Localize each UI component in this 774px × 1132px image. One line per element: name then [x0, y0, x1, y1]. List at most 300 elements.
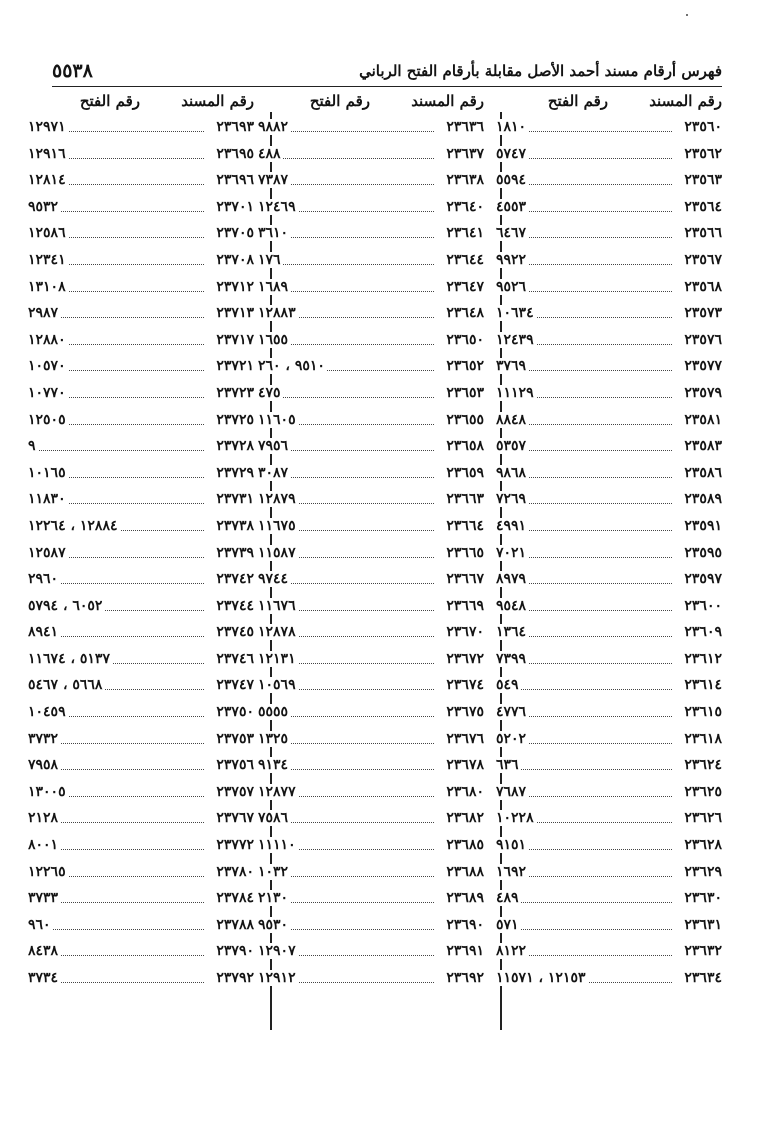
fath-number: ١٢٨٧٩ — [258, 491, 296, 508]
musnad-number: ٢٣٧٧٢ — [216, 837, 254, 854]
fath-number: ٧٠٢١ — [496, 544, 527, 561]
musnad-number: ٢٣٦٧٥ — [446, 704, 484, 721]
musnad-number: ٢٣٦٢٥ — [684, 783, 722, 800]
musnad-number: ٢٣٦٨٥ — [446, 837, 484, 854]
musnad-number: ٢٣٦١٨ — [684, 730, 722, 747]
fath-number: ١٢٩٧١ — [28, 119, 66, 135]
index-row — [28, 355, 254, 382]
fath-number: ١٧٦ — [258, 251, 281, 268]
fath-number: ٥٤٩ — [496, 677, 519, 694]
index-row — [496, 488, 722, 515]
index-row — [258, 834, 484, 861]
fath-number: ٣٧٣٢ — [28, 730, 59, 747]
musnad-number: ٢٣٦٢٦ — [684, 810, 722, 827]
index-column-left — [28, 116, 254, 994]
fath-number: ٩١٣٤ — [258, 757, 289, 774]
fath-number: ٢٩٨٧ — [28, 305, 59, 322]
musnad-number: ٢٣٧٦٧ — [216, 810, 254, 827]
index-row — [258, 807, 484, 834]
musnad-number: ٢٣٧٤٦ — [216, 650, 254, 667]
index-row — [496, 542, 722, 569]
musnad-number: ٢٣٥٨٦ — [684, 464, 722, 481]
musnad-number: ٢٣٦١٤ — [684, 677, 722, 694]
index-row — [496, 169, 722, 196]
index-row — [258, 728, 484, 755]
index-row — [28, 807, 254, 834]
fath-number: ٦٤٦٧ — [496, 225, 527, 242]
musnad-number: ٢٣٦٧٢ — [446, 650, 484, 667]
header-title: فهرس أرقام مسند أحمد الأصل مقابلة بأرقام الفتح الرباني — [359, 62, 722, 80]
fath-number: ٧٣٩٩ — [496, 650, 527, 667]
fath-number: ٣٧٦٩ — [496, 358, 527, 375]
leader-dots — [496, 887, 672, 903]
musnad-number: ٢٣٥٧٦ — [684, 331, 722, 348]
index-row — [258, 249, 484, 276]
index-row — [258, 887, 484, 914]
index-row — [258, 116, 484, 143]
fath-number: ٩٦٠ — [28, 916, 51, 933]
musnad-number: ٢٣٧٠٨ — [216, 251, 254, 268]
index-row — [496, 807, 722, 834]
index-row — [28, 674, 254, 701]
fath-number: ١٢٨٧٨ — [258, 624, 296, 641]
index-row — [258, 143, 484, 170]
index-row — [496, 143, 722, 170]
musnad-number: ٢٣٥٧٩ — [684, 384, 722, 401]
fath-number: ٥٥٩٤ — [496, 172, 527, 189]
column-header-fath: رقم الفتح — [547, 92, 608, 110]
index-row — [496, 116, 722, 143]
column-header-fath: رقم الفتح — [309, 92, 370, 110]
fath-number: ١١٦٠٥ — [258, 411, 296, 428]
fath-number: ٧٩٥٨ — [28, 757, 59, 774]
column-header-musnad: رقم المسند — [649, 92, 722, 110]
fath-number: ١٠١٦٥ — [28, 464, 66, 481]
musnad-number: ٢٣٥٦٠ — [684, 119, 722, 135]
index-row — [28, 409, 254, 436]
musnad-number: ٢٣٧٤٤ — [216, 597, 254, 614]
leader-dots — [496, 674, 672, 690]
fath-number: ١٦٥٥ — [258, 331, 289, 348]
index-row — [258, 595, 484, 622]
fath-number: ٩٥١٠ ، ٢٦٠ — [258, 358, 325, 375]
index-row — [28, 595, 254, 622]
index-row — [28, 329, 254, 356]
fath-number: ١٢٩١٦ — [28, 145, 66, 162]
fath-number: ٤٨٩ — [496, 890, 519, 907]
index-row — [28, 276, 254, 303]
header-rule — [52, 86, 722, 87]
fath-number: ١٣١٠٨ — [28, 278, 66, 295]
fath-number: ١٠٥٧٠ — [28, 358, 66, 375]
index-row — [496, 834, 722, 861]
fath-number: ٥٧١ — [496, 916, 519, 933]
fath-number: ١١٦٧٦ — [258, 597, 296, 614]
fath-number: ١٢١٣١ — [258, 650, 296, 667]
musnad-number: ٢٣٦٤٠ — [446, 198, 484, 215]
musnad-number: ٢٣٦٩٢ — [446, 970, 484, 986]
musnad-number: ٢٣٦٦٩ — [446, 597, 484, 614]
fath-number: ٦٠٥٢ ، ٥٧٩٤ — [28, 597, 103, 614]
index-row — [496, 728, 722, 755]
index-row — [258, 515, 484, 542]
fath-number: ١٣٠٠٥ — [28, 783, 66, 800]
index-row — [496, 967, 722, 994]
musnad-number: ٢٣٧٠١ — [216, 198, 254, 215]
fath-number: ٣٦١٠ — [258, 225, 289, 242]
index-row — [496, 515, 722, 542]
index-row — [496, 409, 722, 436]
musnad-number: ٢٣٦٩٥ — [216, 145, 254, 162]
fath-number: ١٢٨١٤ — [28, 172, 66, 189]
musnad-number: ٢٣٦٤١ — [446, 225, 484, 242]
fath-number: ١١٦٧٥ — [258, 517, 296, 534]
index-row — [28, 701, 254, 728]
musnad-number: ٢٣٧٥٠ — [216, 704, 254, 721]
index-row — [496, 462, 722, 489]
musnad-number: ٢٣٦١٢ — [684, 650, 722, 667]
index-row — [258, 940, 484, 967]
index-row — [28, 940, 254, 967]
index-row — [258, 488, 484, 515]
musnad-number: ٢٣٧٤٧ — [216, 677, 254, 694]
fath-number: ١٠٦٣٤ — [496, 305, 534, 322]
musnad-number: ٢٣٦٥٩ — [446, 464, 484, 481]
index-row — [28, 169, 254, 196]
fath-number: ٨٩٧٩ — [496, 571, 527, 588]
fath-number: ٧٢٦٩ — [496, 491, 527, 508]
musnad-number: ٢٣٧٨٤ — [216, 890, 254, 907]
scan-speck — [686, 14, 688, 16]
index-row — [496, 648, 722, 675]
fath-number: ١٢٨٨٣ — [258, 305, 296, 322]
fath-number: ٥٦٦٨ ، ٥٤٦٧ — [28, 677, 103, 694]
fath-number: ١٢٩٠٧ — [258, 943, 296, 960]
index-row — [496, 621, 722, 648]
musnad-number: ٢٣٥٨١ — [684, 411, 722, 428]
musnad-number: ٢٣٧٢٣ — [216, 384, 254, 401]
musnad-number: ٢٣٧١٢ — [216, 278, 254, 295]
fath-number: ١٢٥٨٦ — [28, 225, 66, 242]
fath-number: ٨٤٣٨ — [28, 943, 59, 960]
musnad-number: ٢٣٦٥٢ — [446, 358, 484, 375]
fath-number: ٩٨٦٨ — [496, 464, 527, 481]
fath-number: ٥٥٥٥ — [258, 704, 289, 721]
index-row — [496, 568, 722, 595]
index-row — [28, 196, 254, 223]
fath-number: ٥٣٥٧ — [496, 438, 527, 455]
fath-number: ٩٨٨٢ — [258, 119, 289, 135]
fath-number: ٢٩٦٠ — [28, 571, 59, 588]
musnad-number: ٢٣٦٦٣ — [446, 491, 484, 508]
musnad-number: ٢٣٦٢٩ — [684, 863, 722, 880]
musnad-number: ٢٣٦٤٧ — [446, 278, 484, 295]
fath-number: ٥١٣٧ ، ١١٦٧٤ — [28, 650, 110, 667]
musnad-number: ٢٣٦٣١ — [684, 916, 722, 933]
index-row — [258, 462, 484, 489]
musnad-number: ٢٣٧٢٥ — [216, 411, 254, 428]
musnad-number: ٢٣٦٩٠ — [446, 916, 484, 933]
musnad-number: ٢٣٥٦٨ — [684, 278, 722, 295]
fath-number: ٧٦٨٧ — [496, 783, 527, 800]
index-row — [496, 940, 722, 967]
musnad-number: ٢٣٥٩٧ — [684, 571, 722, 588]
musnad-number: ٢٣٥٧٣ — [684, 305, 722, 322]
musnad-number: ٢٣٥٩٥ — [684, 544, 722, 561]
index-row — [496, 674, 722, 701]
index-row — [258, 169, 484, 196]
musnad-number: ٢٣٦٧٤ — [446, 677, 484, 694]
index-row — [258, 435, 484, 462]
index-row — [28, 222, 254, 249]
index-row — [258, 967, 484, 994]
musnad-number: ٢٣٥٦٢ — [684, 145, 722, 162]
musnad-number: ٢٣٦٠٠ — [684, 597, 722, 614]
running-header — [52, 60, 722, 86]
musnad-number: ٢٣٦٣٨ — [446, 172, 484, 189]
fath-number: ١٠٤٥٩ — [28, 704, 66, 721]
musnad-number: ٢٣٧٢١ — [216, 358, 254, 375]
fath-number: ١٠٧٧٠ — [28, 384, 66, 401]
musnad-number: ٢٣٧٥٣ — [216, 730, 254, 747]
column-header-musnad: رقم المسند — [411, 92, 484, 110]
fath-number: ١١١١٠ — [258, 837, 296, 854]
index-row — [258, 701, 484, 728]
musnad-number: ٢٣٦٦٥ — [446, 544, 484, 561]
fath-number: ١٢٣٤١ — [28, 251, 66, 268]
musnad-number: ٢٣٧٥٦ — [216, 757, 254, 774]
fath-number: ٩٥٢٦ — [496, 278, 527, 295]
leader-dots — [496, 754, 672, 770]
fath-number: ١٠٥٦٩ — [258, 677, 296, 694]
fath-number: ٩٥٣٠ — [258, 916, 289, 933]
musnad-number: ٢٣٦٦٧ — [446, 571, 484, 588]
fath-number: ٨٠٠١ — [28, 837, 59, 854]
musnad-number: ٢٣٦٣٢ — [684, 943, 722, 960]
index-row — [258, 222, 484, 249]
musnad-number: ٢٣٦٧٨ — [446, 757, 484, 774]
index-row — [28, 648, 254, 675]
index-row — [496, 701, 722, 728]
index-row — [258, 355, 484, 382]
fath-number: ٧٩٥٦ — [258, 438, 289, 455]
index-row — [496, 435, 722, 462]
musnad-number: ٢٣٥٩١ — [684, 517, 722, 534]
index-row — [258, 914, 484, 941]
fath-number: ١٢٤٣٩ — [496, 331, 534, 348]
musnad-number: ٢٣٧٨٠ — [216, 863, 254, 880]
fath-number: ٧٣٨٧ — [258, 172, 289, 189]
fath-number: ٩٥٣٢ — [28, 198, 59, 215]
fath-number: ١٢٨٨٤ ، ١٢٢٦٤ — [28, 517, 118, 534]
musnad-number: ٢٣٦٤٨ — [446, 305, 484, 322]
fath-number: ٩٧٤٤ — [258, 571, 289, 588]
index-row — [28, 143, 254, 170]
index-row — [496, 302, 722, 329]
index-row — [496, 355, 722, 382]
musnad-number: ٢٣٧٣٩ — [216, 544, 254, 561]
index-row — [28, 302, 254, 329]
index-row — [258, 754, 484, 781]
fath-number: ٩ — [28, 438, 36, 455]
index-row — [496, 276, 722, 303]
fath-number: ٩١٥١ — [496, 837, 527, 854]
musnad-number: ٢٣٧٩٢ — [216, 970, 254, 986]
musnad-number: ٢٣٧٩٠ — [216, 943, 254, 960]
musnad-number: ٢٣٧٣١ — [216, 491, 254, 508]
musnad-number: ٢٣٧٥٧ — [216, 783, 254, 800]
index-row — [28, 621, 254, 648]
index-row — [258, 648, 484, 675]
index-row — [28, 435, 254, 462]
fath-number: ١٢٩١٢ — [258, 970, 296, 986]
fath-number: ١٣٢٥ — [258, 730, 289, 747]
index-row — [496, 249, 722, 276]
index-row — [496, 196, 722, 223]
musnad-number: ٢٣٦٥٠ — [446, 331, 484, 348]
index-row — [28, 861, 254, 888]
musnad-number: ٢٣٥٧٧ — [684, 358, 722, 375]
leader-dots — [28, 435, 204, 451]
index-row — [28, 728, 254, 755]
index-row — [28, 515, 254, 542]
index-row — [28, 967, 254, 994]
leader-dots — [258, 382, 434, 398]
musnad-number: ٢٣٦٢٤ — [684, 757, 722, 774]
fath-number: ٩٥٤٨ — [496, 597, 527, 614]
index-row — [28, 116, 254, 143]
fath-number: ١٢٨٧٧ — [258, 783, 296, 800]
index-row — [258, 621, 484, 648]
musnad-number: ٢٣٧١٣ — [216, 305, 254, 322]
fath-number: ٦٣٦ — [496, 757, 519, 774]
index-row — [496, 781, 722, 808]
musnad-number: ٢٣٦٣٠ — [684, 890, 722, 907]
index-row — [258, 329, 484, 356]
musnad-number: ٢٣٦٨٢ — [446, 810, 484, 827]
musnad-number: ٢٣٧١٧ — [216, 331, 254, 348]
index-row — [28, 542, 254, 569]
fath-number: ١٨١٠ — [496, 119, 527, 135]
musnad-number: ٢٣٧٤٢ — [216, 571, 254, 588]
fath-number: ٨٨٤٨ — [496, 411, 527, 428]
leader-dots — [258, 249, 434, 265]
index-row — [496, 754, 722, 781]
index-column-right — [496, 116, 722, 994]
fath-number: ١١٥٨٧ — [258, 544, 296, 561]
index-row — [258, 196, 484, 223]
fath-number: ١٢١٥٣ ، ١١٥٧١ — [496, 970, 586, 986]
musnad-number: ٢٣٧٢٩ — [216, 464, 254, 481]
leader-dots — [28, 914, 204, 930]
column-header-musnad: رقم المسند — [181, 92, 254, 110]
index-row — [496, 382, 722, 409]
index-row — [28, 887, 254, 914]
fath-number: ١٠٣٢ — [258, 863, 289, 880]
musnad-number: ٢٣٦٨٩ — [446, 890, 484, 907]
fath-number: ٤٧٧٦ — [496, 704, 527, 721]
index-row — [496, 222, 722, 249]
fath-number: ٣٠٨٧ — [258, 464, 289, 481]
index-row — [28, 382, 254, 409]
index-row — [258, 409, 484, 436]
fath-number: ٢١٣٠ — [258, 890, 289, 907]
musnad-number: ٢٣٦٢٨ — [684, 837, 722, 854]
fath-number: ٤٨٨ — [258, 145, 281, 162]
fath-number: ١١١٢٩ — [496, 384, 534, 401]
musnad-number: ٢٣٦٠٩ — [684, 624, 722, 641]
musnad-number: ٢٣٥٦٤ — [684, 198, 722, 215]
fath-number: ١٣٦٤ — [496, 624, 527, 641]
fath-number: ٨١٢٢ — [496, 943, 527, 960]
index-row — [28, 834, 254, 861]
fath-number: ٥٧٤٧ — [496, 145, 527, 162]
fath-number: ٧٥٨٦ — [258, 810, 289, 827]
fath-number: ٢١٢٨ — [28, 810, 59, 827]
musnad-number: ٢٣٦٥٥ — [446, 411, 484, 428]
index-row — [258, 568, 484, 595]
fath-number: ٨٩٤١ — [28, 624, 59, 641]
musnad-number: ٢٣٧٢٨ — [216, 438, 254, 455]
leader-dots — [496, 914, 672, 930]
musnad-number: ٢٣٧٣٨ — [216, 517, 254, 534]
musnad-number: ٢٣٧٨٨ — [216, 916, 254, 933]
musnad-number: ٢٣٦٧٠ — [446, 624, 484, 641]
musnad-number: ٢٣٦٩٦ — [216, 172, 254, 189]
musnad-number: ٢٣٦٤٤ — [446, 251, 484, 268]
fath-number: ٤٥٥٣ — [496, 198, 527, 215]
index-row — [28, 249, 254, 276]
musnad-number: ٢٣٦٥٣ — [446, 384, 484, 401]
leader-dots — [258, 143, 434, 159]
index-row — [258, 276, 484, 303]
musnad-number: ٢٣٦٩٣ — [216, 119, 254, 135]
musnad-number: ٢٣٦٣٧ — [446, 145, 484, 162]
fath-number: ١٠٢٢٨ — [496, 810, 534, 827]
fath-number: ١٢٥٨٧ — [28, 544, 66, 561]
fath-number: ١٢٥٠٥ — [28, 411, 66, 428]
fath-number: ١٦٨٩ — [258, 278, 289, 295]
index-row — [496, 329, 722, 356]
index-row — [28, 914, 254, 941]
index-row — [28, 488, 254, 515]
fath-number: ٤٩٩١ — [496, 517, 527, 534]
musnad-number: ٢٣٦٥٨ — [446, 438, 484, 455]
index-column-middle — [258, 116, 484, 994]
index-row — [258, 674, 484, 701]
index-row — [258, 781, 484, 808]
musnad-number: ٢٣٥٦٦ — [684, 225, 722, 242]
fath-number: ١١٨٣٠ — [28, 491, 66, 508]
musnad-number: ٢٣٦٧٦ — [446, 730, 484, 747]
fath-number: ١٢٨٨٠ — [28, 331, 66, 348]
index-row — [258, 302, 484, 329]
musnad-number: ٢٣٦٨٠ — [446, 783, 484, 800]
fath-number: ٩٩٢٢ — [496, 251, 527, 268]
index-row — [258, 861, 484, 888]
musnad-number: ٢٣٥٨٣ — [684, 438, 722, 455]
index-row — [28, 754, 254, 781]
index-row — [28, 568, 254, 595]
musnad-number: ٢٣٦٣٤ — [684, 970, 722, 986]
fath-number: ٣٧٣٤ — [28, 970, 59, 986]
fath-number: ٤٧٥ — [258, 384, 281, 401]
index-row — [28, 462, 254, 489]
musnad-number: ٢٣٧٤٥ — [216, 624, 254, 641]
index-row — [496, 914, 722, 941]
musnad-number: ٢٣٧٠٥ — [216, 225, 254, 242]
musnad-number: ٢٣٦٣٦ — [446, 119, 484, 135]
